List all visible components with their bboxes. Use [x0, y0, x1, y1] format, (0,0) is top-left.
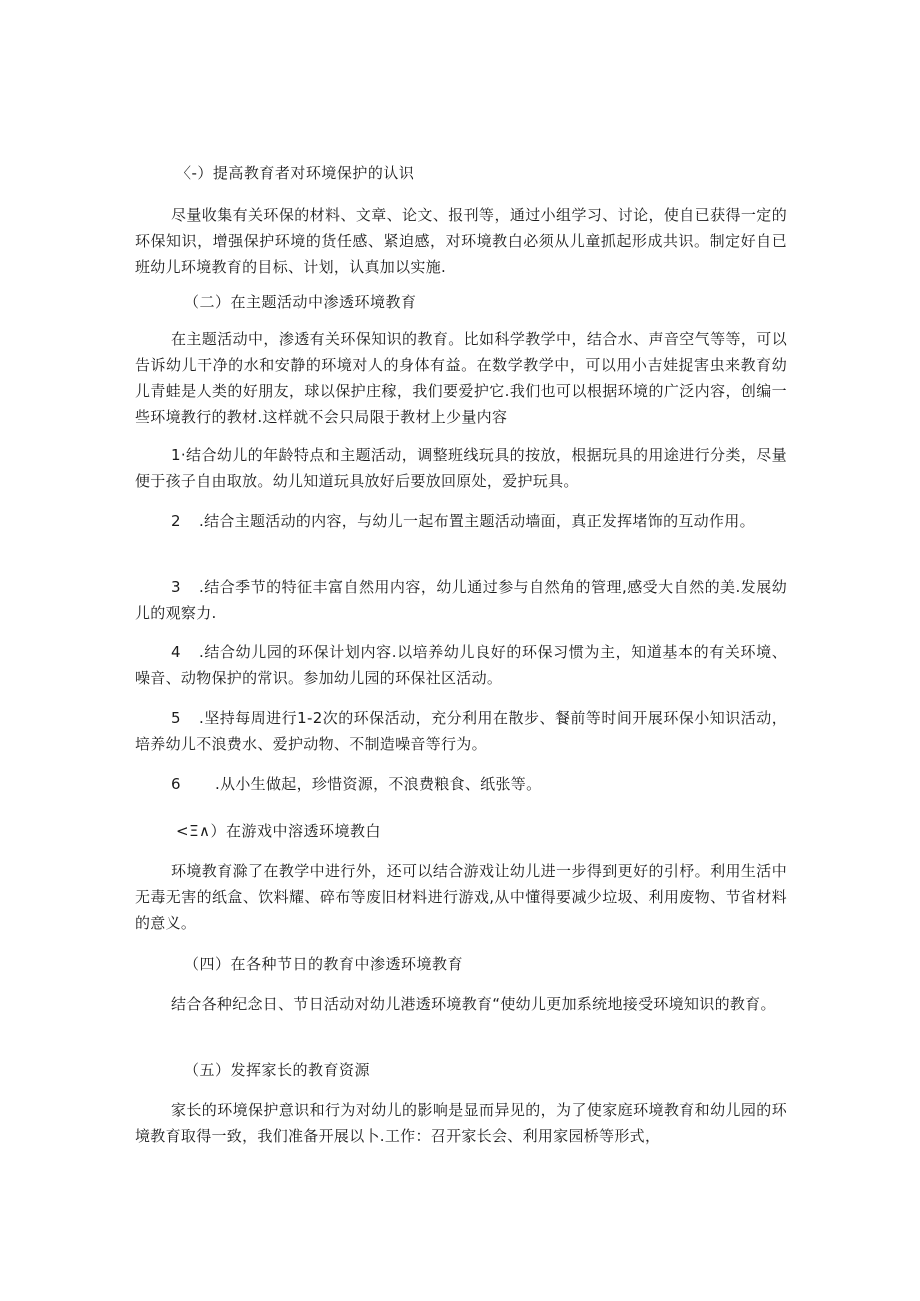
list-item-6 — [135, 771, 787, 797]
section-heading-2: （二）在主题活动中渗透环境教育 — [184, 293, 417, 311]
list-item-number: 5 — [171, 709, 181, 727]
section-heading-3: <Ξ∧）在游戏中溶透环境教白 — [176, 822, 382, 840]
list-item-number: 3 — [171, 578, 181, 596]
section-paragraph-2: 在主题活动中，渗透有关环保知识的教育。比如科学教学中，结合水、声音空气等等，可以告诉幼儿干净的水和安静的环境对人的身体有益。在数学教学中，可以用小吉娃捉害虫来教育幼儿青蛙是人类的好朋友，球以保护庄稼，我们要爱护它.我们也可以根据环境的广泛内容，创编一些环境教行的教材.这样就不会只局限于教材上少量内容 — [135, 330, 787, 426]
list-item-text: .坚持每周进行1-2次的环保活动，充分利用在散步、餐前等时间开展环保小知识活动，培养幼儿不浪费水、爱护动物、不制造噪音等行为。 — [135, 709, 787, 753]
list-item-number: 2 — [171, 512, 181, 530]
section-paragraph-4: 结合各种纪念日、节日活动对幼儿港透环境教育“使幼儿更加系统地接受环境知识的教育。 — [171, 995, 776, 1013]
list-item-text: .从小生做起，珍惜资源，不浪费粮食、纸张等。 — [215, 775, 542, 793]
list-item-text: .结合季节的特征丰富自然用内容，幼儿通过参与自然角的管理,感受大自然的美.发展幼儿的观察力. — [135, 578, 787, 622]
list-item-3 — [135, 574, 787, 626]
section-heading-1: 〈-）提高教育者对环境保护的认识 — [176, 164, 415, 182]
list-item-text: .结合主题活动的内容，与幼儿一起布置主题活动墙面，真正发挥堵饰的互动作用。 — [199, 512, 755, 530]
section-heading-5: （五）发挥家长的教育资源 — [184, 1061, 371, 1079]
list-item-number: 1· — [171, 446, 186, 464]
list-item-text: 结合幼儿的年龄特点和主题活动，调整班线玩具的按放，根据玩具的用途进行分类，尽量便于孩子自由取放。幼儿知道玩具放好后要放回原处，爱护玩具。 — [135, 446, 787, 490]
list-item-1 — [135, 442, 787, 494]
section-paragraph-1: 尽量收集有关环保的材料、文章、论文、报刊等，通过小组学习、讨论，使自已获得一定的环保知识，增强保护环境的货任感、紧迫感，对环境教白必须从儿童抓起形成共识。制定好自已班幼儿环境教育的目标、计划，认真加以实施. — [135, 206, 787, 276]
list-item-2 — [135, 508, 787, 534]
list-item-text: .结合幼儿园的环保计划内容.以培养幼儿良好的环保习惯为主，知道基本的有关环境、噪音、动物保护的常识。参加幼儿园的环保社区活动。 — [135, 643, 787, 687]
section-paragraph-5: 家长的环境保护意识和行为对幼儿的影响是显而异见的，为了使家庭环境教育和幼儿园的环境教育取得一致，我们准备开展以卜.工作：召开家长会、利用家园桥等形式， — [135, 1101, 787, 1145]
section-paragraph-3: 环境教育滁了在教学中进行外，还可以结合游戏让幼儿进一步得到更好的引杼。利用生活中无毒无害的纸盒、饮料耀、碎布等废旧材料进行游戏,从中懂得要减少垃圾、利用废物、节省材料的意义。 — [135, 862, 787, 932]
list-item-4 — [135, 639, 787, 691]
list-item-number: 6 — [171, 775, 181, 793]
list-item-5 — [135, 705, 787, 757]
section-heading-4: （四）在各种节日的教育中渗透环境教育 — [184, 955, 464, 973]
list-item-number: 4 — [171, 643, 181, 661]
